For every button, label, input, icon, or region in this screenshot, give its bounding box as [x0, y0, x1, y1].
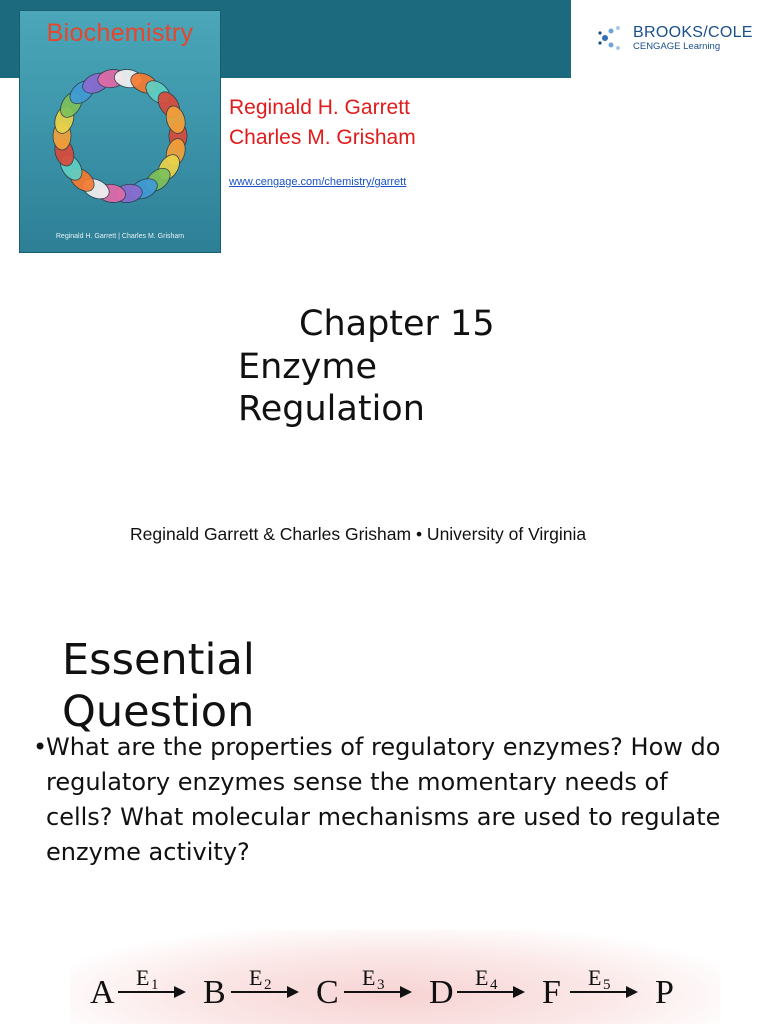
essential-question-heading	[62, 634, 255, 738]
enzyme-index-5: 5	[603, 977, 611, 993]
arrowhead-icon	[287, 986, 299, 998]
metabolite-F: F	[542, 974, 561, 1011]
chapter-title	[238, 346, 425, 430]
enzyme-index-4: 4	[490, 977, 498, 993]
metabolite-C: C	[316, 974, 339, 1011]
metabolic-pathway-diagram	[90, 955, 700, 1015]
author-grisham: Charles M. Grisham	[229, 126, 416, 149]
chapter-title-line-1: Enzyme	[238, 347, 378, 387]
chapter-title-line-2: Regulation	[238, 389, 425, 429]
publisher-brand: BROOKS/COLE	[633, 24, 753, 41]
arrowhead-icon	[626, 986, 638, 998]
protein-ring-illustration	[30, 51, 210, 221]
arrowhead-icon	[513, 986, 525, 998]
arrowhead-icon	[400, 986, 412, 998]
website-link[interactable]: www.cengage.com/chemistry/garrett	[229, 176, 407, 188]
enzyme-label-2: E	[249, 965, 263, 990]
essential-heading-line-1: Essential	[62, 635, 255, 685]
affiliation-line: Reginald Garrett & Charles Grisham • University of Virginia	[130, 524, 587, 544]
arrowhead-icon	[174, 986, 186, 998]
cover-footer: Reginald H. Garrett | Charles M. Grisham	[55, 233, 185, 240]
metabolite-B: B	[203, 974, 226, 1011]
essential-heading-line-2: Question	[62, 687, 255, 737]
enzyme-index-2: 2	[264, 977, 272, 993]
metabolite-P: P	[655, 974, 674, 1011]
bullet-dot: •	[33, 733, 48, 761]
enzyme-label-5: E	[588, 965, 602, 990]
publisher-sub: CENGAGE Learning	[633, 41, 721, 52]
cover-title: Biochemistry	[46, 19, 194, 47]
author-garrett: Reginald H. Garrett	[229, 96, 410, 119]
enzyme-label-3: E	[362, 965, 376, 990]
enzyme-index-3: 3	[377, 977, 385, 993]
essential-question-text: What are the properties of regulatory enzymes? How do regulatory enzymes sense the momentary needs of cells? What molecular mechanisms are used to regulate enzyme activity?	[46, 733, 721, 866]
enzyme-index-1: 1	[151, 977, 159, 993]
enzyme-label-1: E	[136, 965, 150, 990]
chapter-number: Chapter 15	[299, 304, 495, 344]
enzyme-label-4: E	[475, 965, 489, 990]
cengage-logo-icon	[597, 23, 631, 53]
book-cover-image	[19, 10, 221, 253]
metabolite-A: A	[90, 974, 115, 1011]
publisher-logo-text	[633, 24, 753, 52]
metabolite-D: D	[429, 974, 454, 1011]
